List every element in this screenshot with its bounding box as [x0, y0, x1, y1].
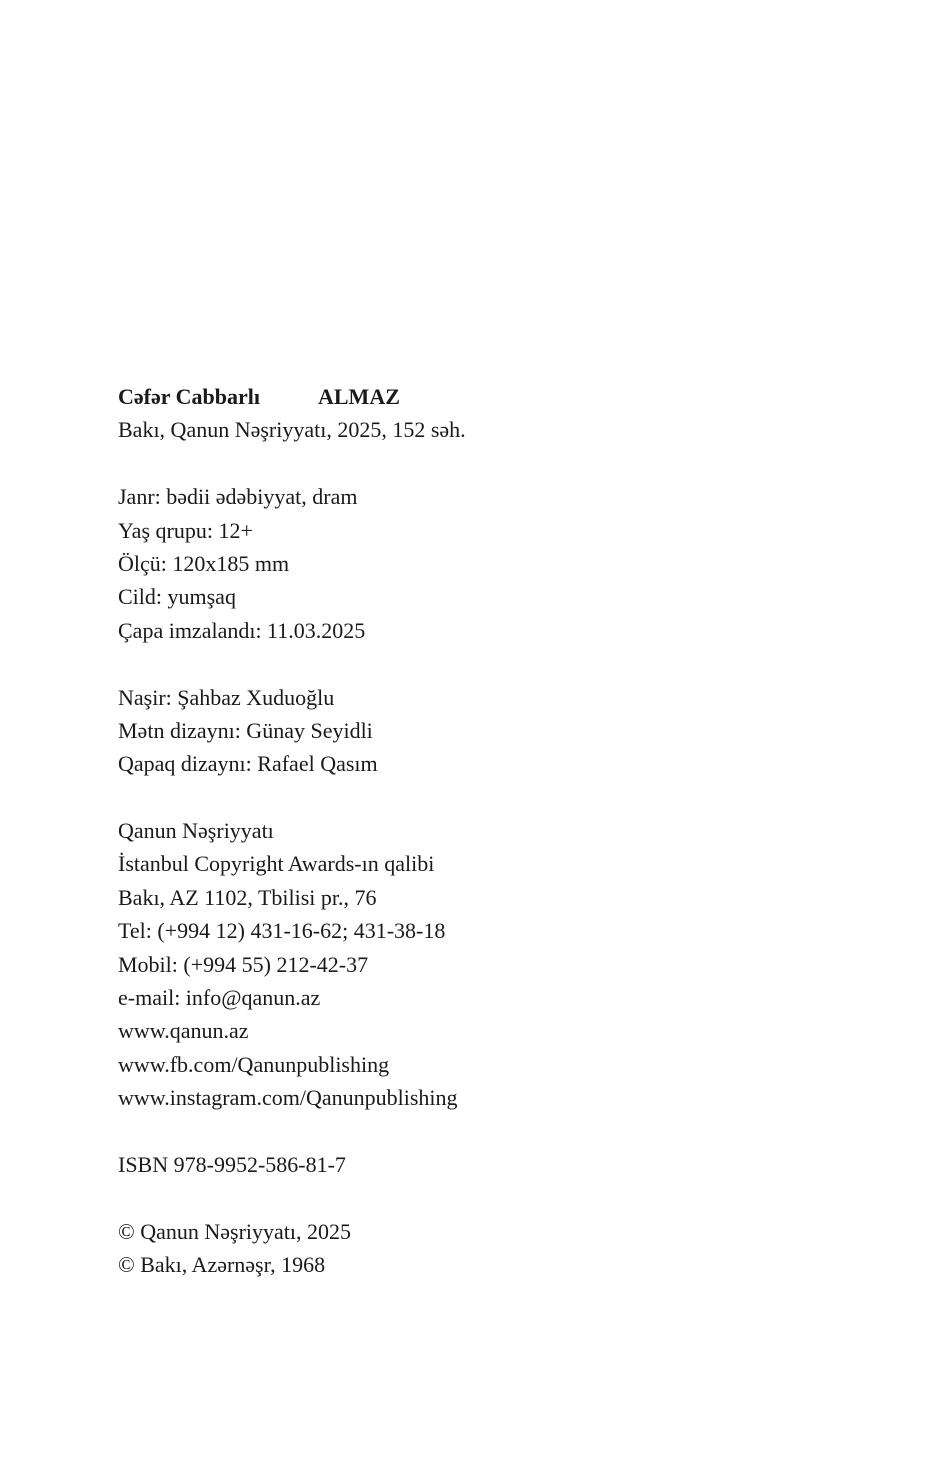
publisher-instagram: www.instagram.com/Qanunpublishing — [118, 1085, 458, 1111]
author-name: Cəfər Cabbarlı — [118, 384, 260, 409]
copyright-section — [118, 1215, 838, 1282]
spec-size: Ölçü: 120x185 mm — [118, 550, 290, 576]
credit-publisher: Naşir: Şahbaz Xuduoğlu — [118, 684, 335, 710]
copyright-line: © Bakı, Azərnəşr, 1968 — [118, 1252, 326, 1278]
publisher-contact-section — [118, 814, 838, 1115]
publisher-mobile: Mobil: (+994 55) 212-42-37 — [118, 951, 369, 977]
spec-print-date: Çapa imzalandı: 11.03.2025 — [118, 617, 366, 643]
spacer — [118, 647, 838, 680]
credit-cover-design: Qapaq dizaynı: Rafael Qasım — [118, 751, 378, 777]
spec-age-group: Yaş qrupu: 12+ — [118, 517, 253, 543]
publisher-address: Bakı, AZ 1102, Tbilisi pr., 76 — [118, 884, 377, 910]
spacer — [118, 1181, 838, 1214]
credits-section — [118, 681, 838, 781]
specs-section — [118, 480, 838, 647]
spacer — [118, 781, 838, 814]
book-title: ALMAZ — [318, 384, 400, 409]
spec-binding: Cild: yumşaq — [118, 584, 236, 610]
publisher-name: Qanun Nəşriyyatı — [118, 818, 274, 844]
copyright-line: © Qanun Nəşriyyatı, 2025 — [118, 1218, 352, 1244]
credit-text-design: Mətn dizaynı: Günay Seyidli — [118, 717, 373, 743]
spec-genre: Janr: bədii ədəbiyyat, dram — [118, 484, 358, 510]
title-row — [118, 380, 838, 413]
spacer — [118, 447, 838, 480]
publisher-phone: Tel: (+994 12) 431-16-62; 431-38-18 — [118, 918, 446, 944]
publisher-website: www.qanun.az — [118, 1018, 249, 1044]
publisher-facebook: www.fb.com/Qanunpublishing — [118, 1051, 390, 1077]
isbn: ISBN 978-9952-586-81-7 — [118, 1151, 346, 1177]
spacer — [118, 1115, 838, 1148]
imprint-block — [118, 380, 838, 1282]
publisher-email: e-mail: info@qanun.az — [118, 985, 321, 1011]
publisher-award: İstanbul Copyright Awards-ın qalibi — [118, 851, 435, 877]
imprint-line: Bakı, Qanun Nəşriyyatı, 2025, 152 səh. — [118, 417, 466, 443]
